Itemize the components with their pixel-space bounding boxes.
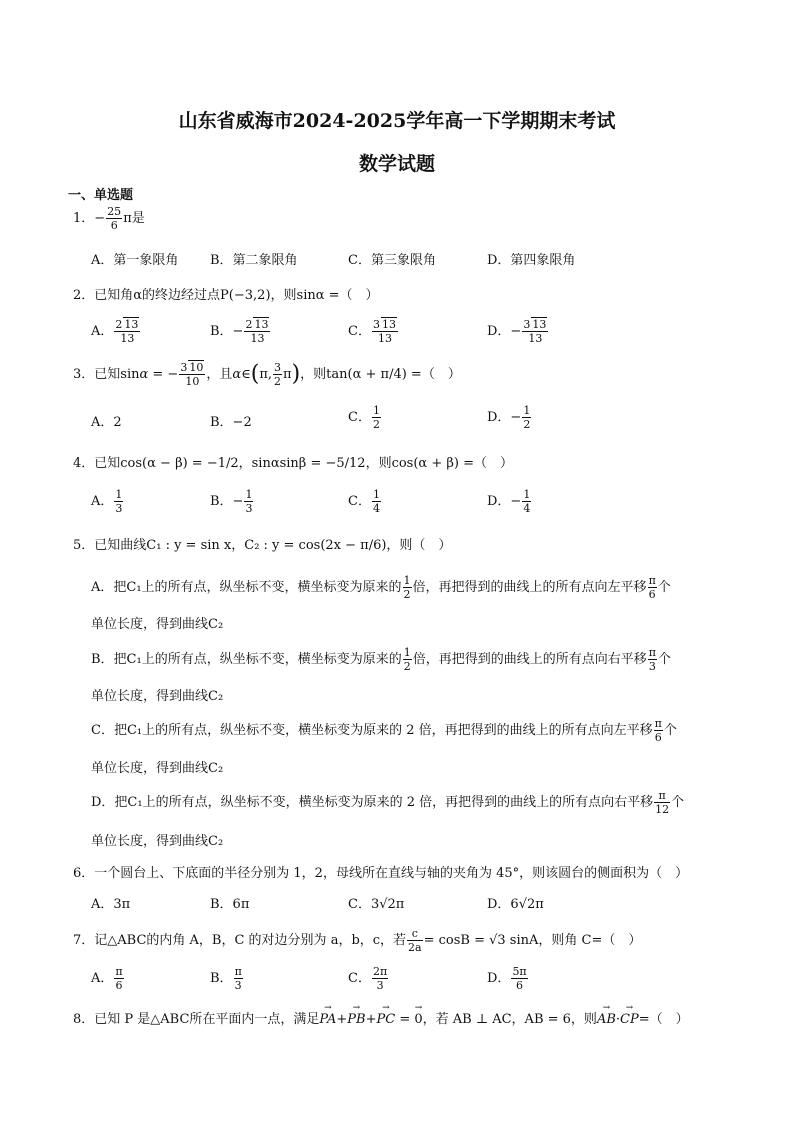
q2-option-d: D．− $\frac{3 13}{13}$ <box>487 318 547 345</box>
q7-option-b: B． $\frac{\pi}{3}$ <box>210 965 242 992</box>
q5-b-part2: 倍，再把得到的曲线上的所有点向右平移 <box>412 652 647 667</box>
q7-stem-b: = cosB = √3 sinA，则角 C=（ ） <box>423 933 642 948</box>
q6-option-b: B．6π <box>210 897 250 912</box>
q5-d-suffix: 个 <box>671 795 685 810</box>
question-4 <box>73 452 513 471</box>
q1-option-d: D．第四象限角 <box>487 253 576 268</box>
q6-stem: 一个圆台上、下底面的半径分别为 1，2，母线所在直线与轴的夹角为 45°，则该圆台的侧面积为（ ） <box>94 866 689 881</box>
question-8: 8．已知 P 是△ABC所在平面内一点，满足→ PA+→ PB+→ PC = → 0，若 AB ⊥ AC，AB = 6，则→ AB·→ CP=（ ） <box>73 1008 689 1027</box>
q5-option-a-line2: 单位长度，得到曲线C₂ <box>91 617 224 632</box>
q3-option-d: D．− $\frac{1}{2}$ <box>487 404 531 431</box>
section-label: 一、单选题 <box>68 188 134 203</box>
q4-stem: 已知cos(α − β) = −1/2，sinαsinβ = −5/12，则cos(α + β) =（ ） <box>94 456 513 471</box>
q6-option-a: A．3π <box>91 897 131 912</box>
q2-number: 2． <box>73 288 95 303</box>
q1-number: 1． <box>73 211 95 226</box>
q5-option-c-line2: 单位长度，得到曲线C₂ <box>91 761 224 776</box>
q5-d-part1: D．把C₁上的所有点，纵坐标不变，横坐标变为原来的 2 倍，再把得到的曲线上的所有点向右平移 <box>91 795 654 810</box>
q5-option-a-line1: A．把C₁上的所有点，纵坐标不变，横坐标变为原来的 $\frac{1}{2}$ 倍，再把得到的曲线上的所有点向左平移 $\frac{\pi}{6}$ 个 <box>91 574 671 601</box>
question-7: 7．记△ABC的内角 A，B，C 的对边分别为 a，b，c，若 $\frac{c}{2a}$ = cosB = √3 sinA，则角 C=（ ） <box>73 927 642 954</box>
q5-a-part1: A．把C₁上的所有点，纵坐标不变，横坐标变为原来的 <box>91 580 402 595</box>
q2-option-b: B．− $\frac{2 13}{13}$ <box>210 318 269 345</box>
q5-c-part1: C．把C₁上的所有点，纵坐标不变，横坐标变为原来的 2 倍，再把得到的曲线上的所有点向左平移 <box>91 723 653 738</box>
q7-stem-a: 记△ABC的内角 A，B，C 的对边分别为 a，b，c，若 <box>94 933 407 948</box>
q5-option-c-line1: C．把C₁上的所有点，纵坐标不变，横坐标变为原来的 2 倍，再把得到的曲线上的所有点向左平移 $\frac{\pi}{6}$ 个 <box>91 717 677 744</box>
q5-option-d-line1: D．把C₁上的所有点，纵坐标不变，横坐标变为原来的 2 倍，再把得到的曲线上的所有点向右平移 $\frac{\pi}{12}$ 个 <box>91 789 685 816</box>
q6-option-d: D．6√2π <box>487 897 544 912</box>
q8-stem-a: 已知 P 是△ABC所在平面内一点，满足 <box>94 1012 320 1027</box>
q7-number: 7． <box>73 933 95 948</box>
q1-option-a: A．第一象限角 <box>91 253 179 268</box>
q7-option-d: D． $\frac{5\pi}{6}$ <box>487 965 527 992</box>
q3-option-a: A．2 <box>91 415 122 430</box>
q4-number: 4． <box>73 456 95 471</box>
q4-option-b: B．− $\frac{1}{3}$ <box>210 488 253 515</box>
q3-number: 3． <box>73 367 95 382</box>
q5-a-part2: 倍，再把得到的曲线上的所有点向左平移 <box>412 580 647 595</box>
page-subtitle: 数学试题 <box>358 153 435 175</box>
q8-stem-b: ，若 AB ⊥ AC，AB = 6，则 <box>422 1012 597 1027</box>
q5-b-part1: B．把C₁上的所有点，纵坐标不变，横坐标变为原来的 <box>91 652 402 667</box>
q4-option-a: A． $\frac{1}{3}$ <box>91 488 123 515</box>
q5-option-d-line2: 单位长度，得到曲线C₂ <box>91 834 224 849</box>
q5-stem: 已知曲线C₁ : y = sin x，C₂ : y = cos(2x − π/6)，则（ ） <box>94 538 452 553</box>
question-2 <box>73 284 379 303</box>
q5-option-b-line2: 单位长度，得到曲线C₂ <box>91 689 224 704</box>
q8-stem-c: =（ ） <box>638 1012 689 1027</box>
page-title: 山东省威海市2024-2025学年高一下学期期末考试 <box>178 110 616 132</box>
q1-fraction: $\frac{25}{6}$ <box>107 205 122 232</box>
q6-number: 6． <box>73 866 95 881</box>
q5-b-suffix: 个 <box>657 652 671 667</box>
q1-option-c: C．第三象限角 <box>348 253 436 268</box>
q3-option-b: B．−2 <box>210 415 252 430</box>
question-6 <box>73 862 688 881</box>
q7-option-c: C． $\frac{2\pi}{3}$ <box>348 965 388 992</box>
question-5 <box>73 534 451 553</box>
q2-option-a: A． $\frac{2 13}{13}$ <box>91 318 139 345</box>
q6-option-c: C．3√2π <box>348 897 405 912</box>
q1-option-b: B．第二象限角 <box>210 253 298 268</box>
q8-number: 8． <box>73 1012 95 1027</box>
q7-option-a: A． $\frac{\pi}{6}$ <box>91 965 123 992</box>
question-3: 3．已知sinα = − $\frac{3 10}{10}$ ，且α∈(π, $\frac{3}{2}$ π)，则tan(α + π/4) =（ ） <box>73 361 461 388</box>
q2-option-c: C． $\frac{3 13}{13}$ <box>348 318 396 345</box>
q2-stem: 已知角α的终边经过点P(−3,2)，则sinα =（ ） <box>94 288 379 303</box>
q5-option-b-line1: B．把C₁上的所有点，纵坐标不变，横坐标变为原来的 $\frac{1}{2}$ 倍，再把得到的曲线上的所有点向右平移 $\frac{\pi}{3}$ 个 <box>91 646 671 673</box>
q4-option-d: D．− $\frac{1}{4}$ <box>487 488 531 515</box>
q5-a-suffix: 个 <box>657 580 671 595</box>
q3-option-c: C． $\frac{1}{2}$ <box>348 404 380 431</box>
q1-stem-tail: 是 <box>131 211 145 226</box>
question-1: 1．− $\frac{25}{6}$ π是 <box>73 205 145 232</box>
q4-option-c: C． $\frac{1}{4}$ <box>348 488 380 515</box>
q5-number: 5． <box>73 538 95 553</box>
q3-stem-tail: ，则tan(α + π/4) =（ ） <box>300 367 461 382</box>
q5-c-suffix: 个 <box>663 723 677 738</box>
